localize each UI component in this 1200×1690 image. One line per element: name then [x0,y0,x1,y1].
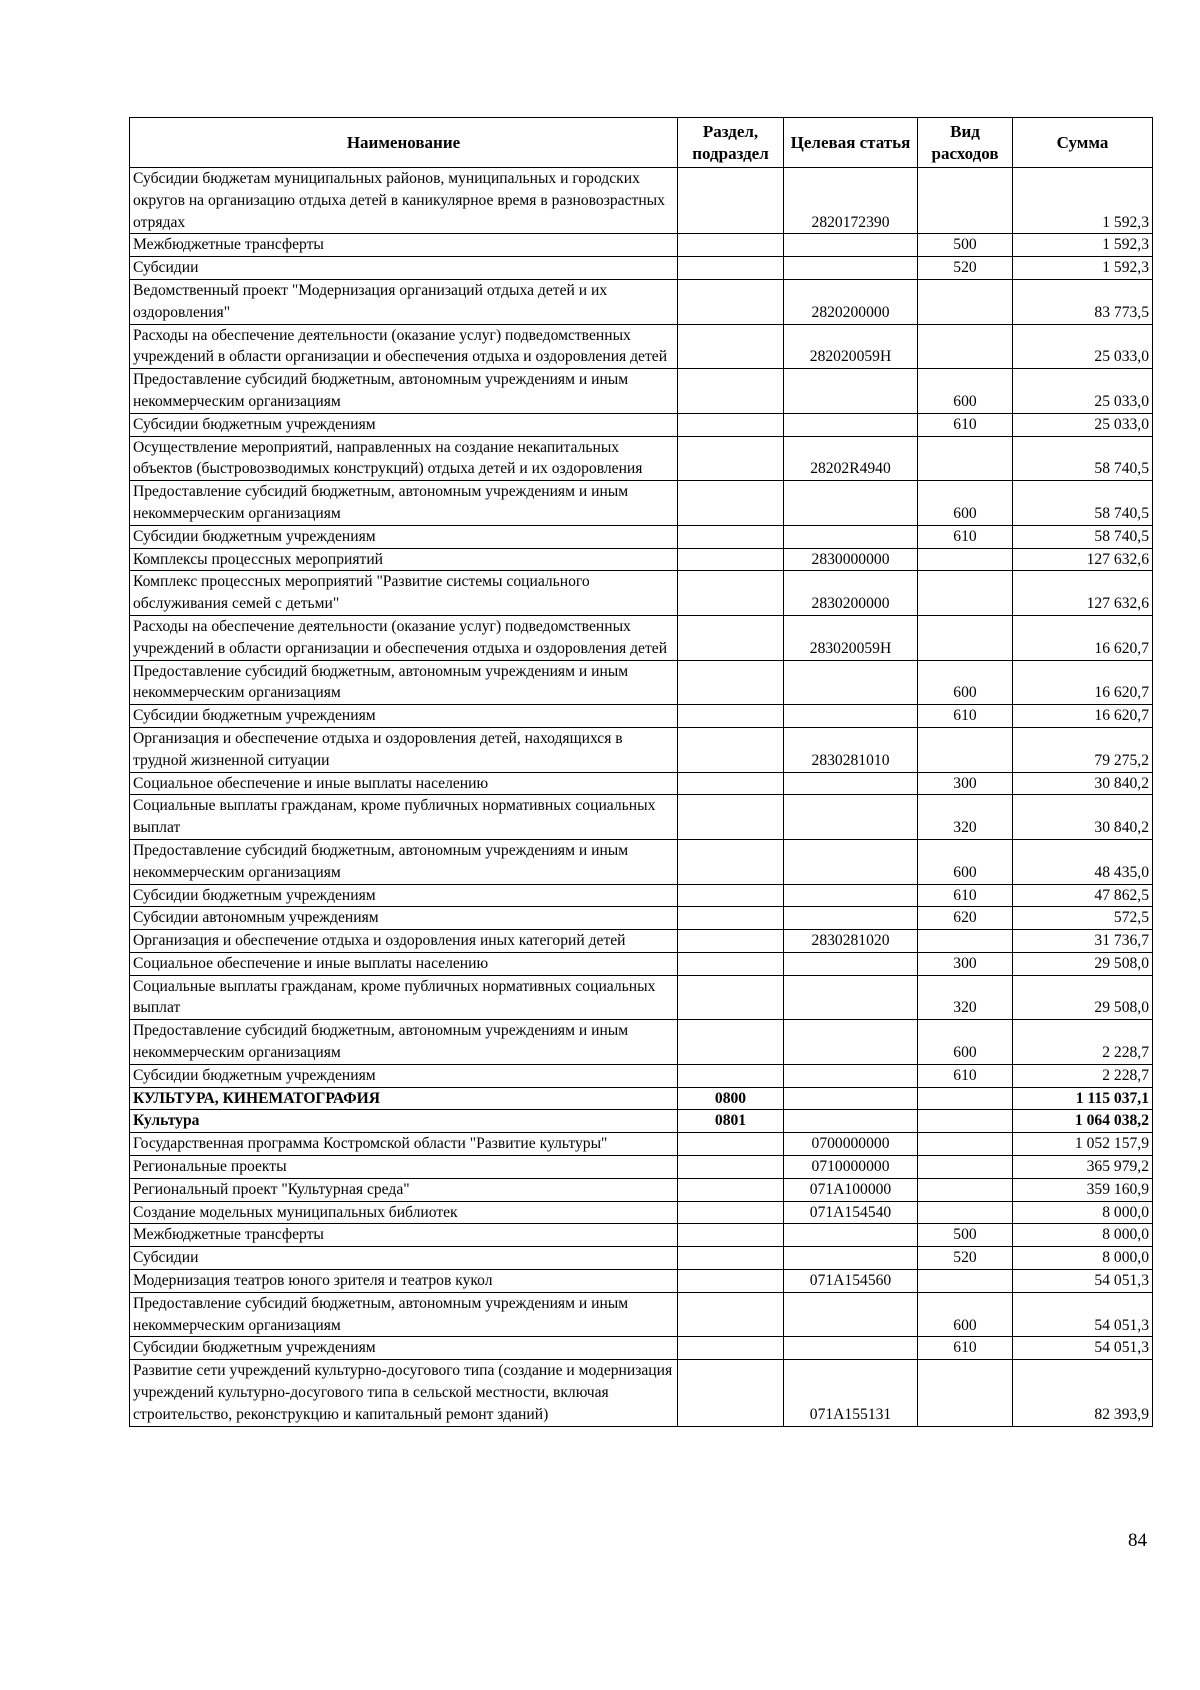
cell-target-article [784,705,918,728]
cell-expense-type [918,1360,1013,1426]
cell-amount: 83 773,5 [1013,279,1153,324]
cell-target-article [784,975,918,1020]
cell-amount: 1 052 157,9 [1013,1133,1153,1156]
cell-target-article: 28202R4940 [784,436,918,481]
cell-expense-type: 600 [918,1292,1013,1337]
cell-name: Субсидии бюджетным учреждениям [130,1337,678,1360]
cell-name: Предоставление субсидий бюджетным, автономным учреждениям и иным некоммерческим организациям [130,481,678,526]
cell-section [678,615,784,660]
cell-name: Субсидии [130,1247,678,1270]
table-row [130,1337,1153,1360]
cell-section [678,1270,784,1293]
cell-target-article: 071А100000 [784,1178,918,1201]
cell-name: Организация и обеспечение отдыха и оздоровления детей, находящихся в трудной жизненной ситуации [130,727,678,772]
cell-target-article [784,481,918,526]
cell-section [678,436,784,481]
cell-section [678,907,784,930]
cell-section [678,1156,784,1179]
cell-section [678,1292,784,1337]
cell-target-article [784,1224,918,1247]
cell-target-article [784,1064,918,1087]
cell-name: Субсидии бюджетным учреждениям [130,884,678,907]
table-row [130,615,1153,660]
table-row [130,772,1153,795]
cell-expense-type [918,1110,1013,1133]
cell-section [678,369,784,414]
cell-name: Государственная программа Костромской области "Развитие культуры" [130,1133,678,1156]
cell-amount: 1 115 037,1 [1013,1087,1153,1110]
cell-target-article: 071А155131 [784,1360,918,1426]
table-header-row [130,118,1153,168]
cell-section [678,1360,784,1426]
cell-expense-type: 600 [918,481,1013,526]
cell-target-article: 2830281020 [784,930,918,953]
cell-section [678,168,784,234]
table-row [130,1270,1153,1293]
cell-target-article: 2820200000 [784,279,918,324]
cell-expense-type [918,324,1013,369]
cell-name: Осуществление мероприятий, направленных на создание некапитальных объектов (быстровозводимых конструкций) отдыха детей и их оздоровления [130,436,678,481]
table-row [130,1178,1153,1201]
cell-target-article [784,772,918,795]
table-row [130,1133,1153,1156]
cell-target-article [784,660,918,705]
cell-expense-type [918,1201,1013,1224]
cell-name: Создание модельных муниципальных библиотек [130,1201,678,1224]
table-row [130,907,1153,930]
cell-amount: 8 000,0 [1013,1247,1153,1270]
cell-name: Предоставление субсидий бюджетным, автономным учреждениям и иным некоммерческим организациям [130,660,678,705]
table-row [130,481,1153,526]
cell-target-article: 2820172390 [784,168,918,234]
cell-expense-type [918,548,1013,571]
cell-expense-type [918,436,1013,481]
cell-section [678,772,784,795]
cell-name: Расходы на обеспечение деятельности (оказание услуг) подведомственных учреждений в области организации и обеспечения отдыха и оздоровления детей [130,324,678,369]
table-row [130,1292,1153,1337]
cell-amount: 1 064 038,2 [1013,1110,1153,1133]
cell-section [678,1337,784,1360]
cell-target-article [784,795,918,840]
cell-target-article [784,369,918,414]
header-name: Наименование [130,118,678,168]
cell-amount: 2 228,7 [1013,1064,1153,1087]
table-row [130,1360,1153,1426]
cell-name: Комплекс процессных мероприятий "Развитие системы социального обслуживания семей с детьми" [130,571,678,616]
cell-name: Культура [130,1110,678,1133]
cell-name: Ведомственный проект "Модернизация организаций отдыха детей и их оздоровления" [130,279,678,324]
cell-amount: 30 840,2 [1013,772,1153,795]
cell-target-article: 2830200000 [784,571,918,616]
cell-expense-type [918,1087,1013,1110]
cell-section [678,548,784,571]
table-row [130,705,1153,728]
cell-amount: 572,5 [1013,907,1153,930]
table-row [130,1020,1153,1065]
cell-amount: 82 393,9 [1013,1360,1153,1426]
cell-expense-type: 500 [918,1224,1013,1247]
table-row [130,234,1153,257]
cell-amount: 54 051,3 [1013,1292,1153,1337]
cell-expense-type: 620 [918,907,1013,930]
cell-expense-type: 520 [918,257,1013,280]
cell-name: Предоставление субсидий бюджетным, автономным учреждениям и иным некоммерческим организациям [130,839,678,884]
cell-amount: 47 862,5 [1013,884,1153,907]
cell-section: 0800 [678,1087,784,1110]
cell-name: Социальные выплаты гражданам, кроме публичных нормативных социальных выплат [130,975,678,1020]
cell-target-article: 2830000000 [784,548,918,571]
page-number: 84 [1128,1530,1147,1551]
cell-amount: 79 275,2 [1013,727,1153,772]
cell-target-article [784,1110,918,1133]
cell-amount: 8 000,0 [1013,1224,1153,1247]
cell-amount: 2 228,7 [1013,1020,1153,1065]
cell-expense-type: 610 [918,884,1013,907]
cell-expense-type: 610 [918,413,1013,436]
cell-expense-type [918,615,1013,660]
cell-expense-type [918,1133,1013,1156]
cell-section [678,413,784,436]
cell-name: Предоставление субсидий бюджетным, автономным учреждениям и иным некоммерческим организациям [130,369,678,414]
cell-target-article [784,952,918,975]
cell-amount: 54 051,3 [1013,1270,1153,1293]
cell-section [678,1224,784,1247]
cell-section [678,975,784,1020]
table-row [130,1224,1153,1247]
cell-section [678,884,784,907]
table-body [130,168,1153,1427]
table-row [130,727,1153,772]
cell-target-article [784,257,918,280]
table-row [130,525,1153,548]
cell-name: Межбюджетные трансферты [130,1224,678,1247]
cell-section [678,1064,784,1087]
cell-section [678,1201,784,1224]
cell-expense-type [918,930,1013,953]
table-row [130,548,1153,571]
cell-name: Предоставление субсидий бюджетным, автономным учреждениям и иным некоммерческим организациям [130,1292,678,1337]
cell-name: Субсидии бюджетным учреждениям [130,413,678,436]
cell-section [678,571,784,616]
cell-target-article: 283020059Н [784,615,918,660]
header-target-article: Целевая статья [784,118,918,168]
cell-section [678,952,784,975]
cell-expense-type: 500 [918,234,1013,257]
cell-expense-type [918,727,1013,772]
cell-amount: 58 740,5 [1013,436,1153,481]
cell-section [678,1247,784,1270]
cell-name: Субсидии бюджетным учреждениям [130,1064,678,1087]
cell-expense-type: 610 [918,705,1013,728]
cell-target-article [784,1020,918,1065]
cell-section [678,839,784,884]
cell-target-article: 071А154540 [784,1201,918,1224]
cell-name: Комплексы процессных мероприятий [130,548,678,571]
table-row [130,952,1153,975]
cell-amount: 25 033,0 [1013,413,1153,436]
cell-amount: 29 508,0 [1013,952,1153,975]
cell-target-article [784,839,918,884]
cell-amount: 8 000,0 [1013,1201,1153,1224]
table-row [130,168,1153,234]
cell-amount: 365 979,2 [1013,1156,1153,1179]
table-row [130,975,1153,1020]
cell-target-article [784,1247,918,1270]
cell-name: Расходы на обеспечение деятельности (оказание услуг) подведомственных учреждений в области организации и обеспечения отдыха и оздоровления детей [130,615,678,660]
cell-section [678,481,784,526]
cell-name: Региональный проект "Культурная среда" [130,1178,678,1201]
cell-target-article: 0710000000 [784,1156,918,1179]
cell-amount: 25 033,0 [1013,369,1153,414]
cell-name: Социальные выплаты гражданам, кроме публичных нормативных социальных выплат [130,795,678,840]
cell-target-article [784,525,918,548]
cell-section [678,1020,784,1065]
table-row [130,1201,1153,1224]
table-row [130,257,1153,280]
cell-expense-type: 600 [918,660,1013,705]
cell-section [678,930,784,953]
table-row [130,369,1153,414]
cell-name: Предоставление субсидий бюджетным, автономным учреждениям и иным некоммерческим организациям [130,1020,678,1065]
table-row [130,436,1153,481]
table-row [130,1110,1153,1133]
cell-amount: 16 620,7 [1013,705,1153,728]
cell-target-article: 2830281010 [784,727,918,772]
cell-name: Социальное обеспечение и иные выплаты населению [130,952,678,975]
cell-amount: 1 592,3 [1013,234,1153,257]
header-section: Раздел, подраздел [678,118,784,168]
cell-amount: 1 592,3 [1013,168,1153,234]
header-amount: Сумма [1013,118,1153,168]
cell-expense-type [918,168,1013,234]
cell-name: Региональные проекты [130,1156,678,1179]
table-row [130,884,1153,907]
cell-expense-type [918,571,1013,616]
cell-amount: 58 740,5 [1013,481,1153,526]
cell-amount: 48 435,0 [1013,839,1153,884]
cell-target-article [784,1087,918,1110]
cell-section [678,795,784,840]
cell-expense-type [918,279,1013,324]
cell-name: Субсидии [130,257,678,280]
table-row [130,1087,1153,1110]
cell-target-article [784,884,918,907]
cell-expense-type: 600 [918,1020,1013,1065]
table-row [130,795,1153,840]
cell-section [678,234,784,257]
cell-amount: 359 160,9 [1013,1178,1153,1201]
table-row [130,660,1153,705]
cell-amount: 16 620,7 [1013,660,1153,705]
cell-expense-type: 320 [918,795,1013,840]
cell-amount: 29 508,0 [1013,975,1153,1020]
cell-expense-type: 610 [918,1064,1013,1087]
table-row [130,1247,1153,1270]
cell-expense-type: 600 [918,839,1013,884]
cell-name: Субсидии бюджетным учреждениям [130,525,678,548]
cell-target-article [784,907,918,930]
cell-section [678,705,784,728]
cell-amount: 31 736,7 [1013,930,1153,953]
table-row [130,413,1153,436]
cell-section [678,727,784,772]
cell-target-article: 282020059Н [784,324,918,369]
cell-section [678,660,784,705]
cell-expense-type: 520 [918,1247,1013,1270]
cell-expense-type: 300 [918,952,1013,975]
cell-section [678,525,784,548]
cell-section: 0801 [678,1110,784,1133]
cell-name: Субсидии автономным учреждениям [130,907,678,930]
table-row [130,1156,1153,1179]
cell-name: Субсидии бюджетам муниципальных районов, муниципальных и городских округов на организацию отдыха детей в каникулярное время в разновозрастных отрядах [130,168,678,234]
table-row [130,571,1153,616]
cell-expense-type: 610 [918,1337,1013,1360]
cell-name: Субсидии бюджетным учреждениям [130,705,678,728]
cell-amount: 54 051,3 [1013,1337,1153,1360]
table-row [130,930,1153,953]
cell-name: Развитие сети учреждений культурно-досугового типа (создание и модернизация учреждений культурно-досугового типа в сельской местности, включая строительство, реконструкцию и капитальный ремонт зданий) [130,1360,678,1426]
cell-expense-type: 610 [918,525,1013,548]
header-expense-type: Вид расходов [918,118,1013,168]
cell-target-article [784,234,918,257]
cell-amount: 16 620,7 [1013,615,1153,660]
cell-amount: 30 840,2 [1013,795,1153,840]
cell-section [678,1133,784,1156]
cell-expense-type [918,1178,1013,1201]
cell-target-article [784,1292,918,1337]
cell-target-article: 0700000000 [784,1133,918,1156]
cell-section [678,1178,784,1201]
cell-amount: 127 632,6 [1013,548,1153,571]
table-row [130,279,1153,324]
cell-name: Социальное обеспечение и иные выплаты населению [130,772,678,795]
cell-name: Межбюджетные трансферты [130,234,678,257]
cell-expense-type: 320 [918,975,1013,1020]
cell-expense-type [918,1156,1013,1179]
cell-amount: 25 033,0 [1013,324,1153,369]
cell-amount: 58 740,5 [1013,525,1153,548]
cell-target-article [784,413,918,436]
cell-section [678,324,784,369]
budget-table [129,117,1153,1427]
cell-expense-type [918,1270,1013,1293]
cell-expense-type: 600 [918,369,1013,414]
cell-section [678,257,784,280]
cell-target-article: 071А154560 [784,1270,918,1293]
cell-name: Модернизация театров юного зрителя и театров кукол [130,1270,678,1293]
cell-expense-type: 300 [918,772,1013,795]
cell-section [678,279,784,324]
cell-name: Организация и обеспечение отдыха и оздоровления иных категорий детей [130,930,678,953]
table-row [130,839,1153,884]
cell-target-article [784,1337,918,1360]
cell-amount: 127 632,6 [1013,571,1153,616]
table-row [130,324,1153,369]
cell-name: КУЛЬТУРА, КИНЕМАТОГРАФИЯ [130,1087,678,1110]
cell-amount: 1 592,3 [1013,257,1153,280]
table-row [130,1064,1153,1087]
